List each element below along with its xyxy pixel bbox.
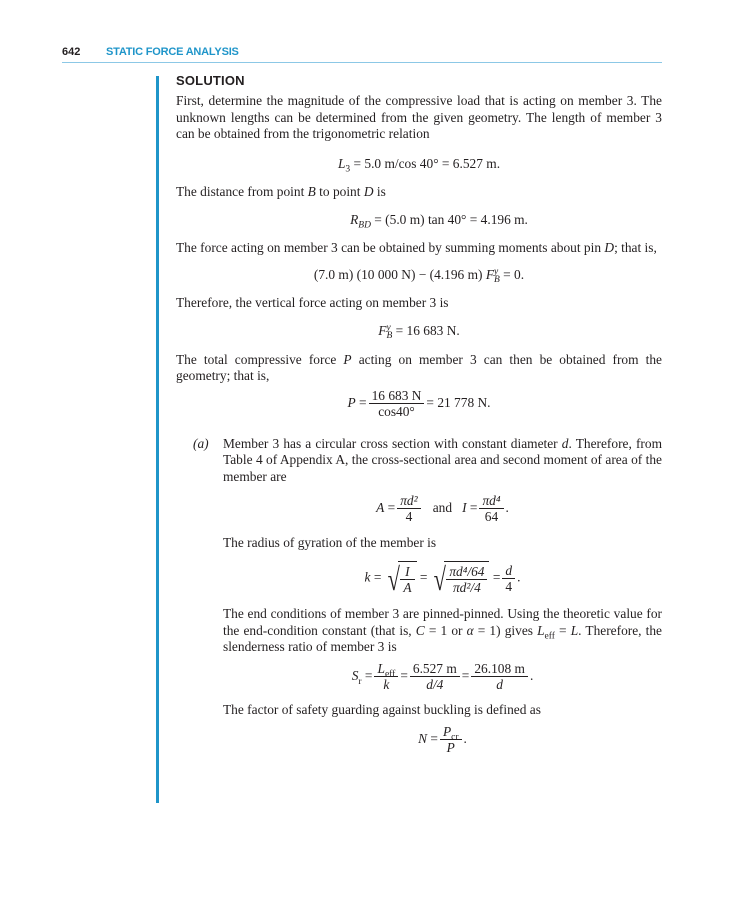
equation-l3: $L_3 = 5.0$ m/cos 40° = 6.527 m. (337, 156, 501, 175)
running-title: STATIC FORCE ANALYSIS (106, 46, 239, 58)
paragraph-intro: First, determine the magnitude of the compressive load that is acting on member 3. The unknown lengths can be determined from the given geometry. The length of member 3 can be obtained from the trigonometric relation (176, 93, 662, 141)
equation-radius-gyration: k = √ $\frac{I}{A}$ = √ $\frac{\text{πd⁴/64}}{\text{πd²/4}}$ = $\frac{d}{4}$ . (364, 560, 521, 597)
solution-heading: SOLUTION (176, 73, 245, 88)
equation-area-inertia: A = $\frac{\text{πd²}}{4}$ and I = $\frac{\text{πd⁴}}{64}$ . (376, 493, 509, 524)
part-a-label: (a) (193, 436, 209, 452)
paragraph-vertical-force: Therefore, the vertical force acting on member 3 is (176, 295, 449, 311)
equation-slenderness: $S_r$ = $\frac{L_{eff}}{k}$ = $\frac{6.527 m}{d/4}$ = $\frac{26.108 m}{d}$ . (351, 661, 534, 693)
equation-safety-factor: N = $\frac{P_{cr}}{P}$ . (418, 724, 467, 756)
equation-fby: F y B = 16 683 N. (378, 322, 460, 341)
page-header (62, 44, 662, 63)
part-a-safety-factor-text: The factor of safety guarding against buckling is defined as (223, 702, 541, 718)
solution-body (176, 70, 662, 756)
part-a-end-conditions: The end conditions of member 3 are pinned-pinned. Using the theoretic value for the end-condition constant (that is, C = 1 or α = 1) gives $L_{eff} = L$. Therefore, the slenderness ratio of member 3 is (223, 606, 662, 654)
page-number: 642 (62, 46, 81, 58)
side-rule (156, 76, 159, 803)
part-a (193, 436, 662, 756)
paragraph-distance: The distance from point B to point D is (176, 184, 386, 200)
paragraph-moments: The force acting on member 3 can be obtained by summing moments about pin D; that is, (176, 240, 657, 256)
equation-p: P = $\frac{16 683 N}{\cos 40^\circ}$ = 21 778 N. (347, 388, 491, 420)
part-a-gyration-text: The radius of gyration of the member is (223, 535, 437, 550)
part-a-intro: Member 3 has a circular cross section with constant diameter d. Therefore, from Table 4 of Appendix A, the cross-sectional area and second moment of area of the member are (223, 436, 662, 484)
equation-rbd: $R_{BD} = (5.0$ m) tan 40° = 4.196 m. (350, 211, 528, 231)
paragraph-compressive-force: The total compressive force P acting on member 3 can then be obtained from the geometry; that is, (176, 351, 662, 383)
equation-moment-sum: (7.0 m) (10 000 N) − (4.196 m) F y B = 0. (313, 267, 525, 286)
